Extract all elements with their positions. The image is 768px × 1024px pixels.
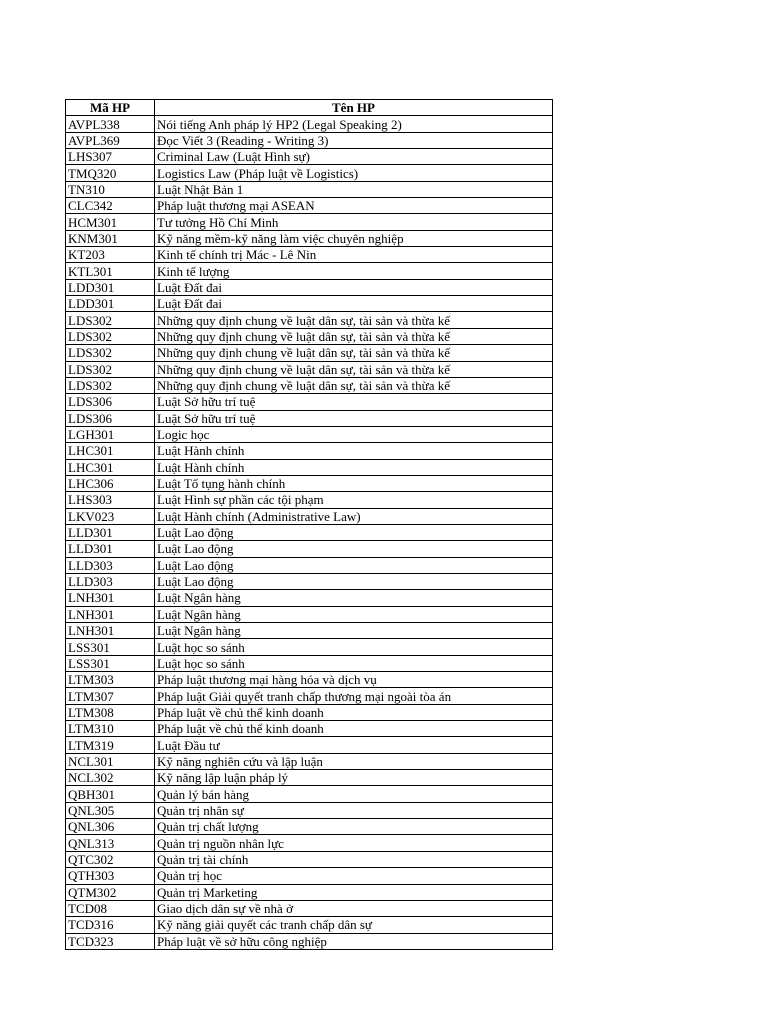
table-row [66,443,553,459]
course-code-cell: HCM301 [66,214,155,230]
course-code-cell: QBH301 [66,786,155,802]
table-row [66,410,553,426]
course-name-cell: Luật Hành chính [155,459,553,475]
table-row [66,214,553,230]
table-row [66,116,553,132]
table-body [66,116,553,950]
table-row [66,557,553,573]
course-name-cell: Logistics Law (Pháp luật về Logistics) [155,165,553,181]
course-code-cell: QTM302 [66,884,155,900]
table-row [66,573,553,589]
table-row [66,721,553,737]
course-name-cell: Tư tưởng Hồ Chí Minh [155,214,553,230]
table-row [66,394,553,410]
header-course-name: Tên HP [155,100,553,116]
course-code-cell: LSS301 [66,655,155,671]
table-row [66,198,553,214]
course-code-cell: QNL313 [66,835,155,851]
course-code-cell: LDD301 [66,296,155,312]
course-name-cell: Logic học [155,426,553,442]
table-row [66,868,553,884]
course-code-cell: LHC301 [66,443,155,459]
course-name-cell: Luật Tố tụng hành chính [155,475,553,491]
course-code-cell: LSS301 [66,639,155,655]
course-code-cell: LLD301 [66,524,155,540]
course-name-cell: Quản trị nguồn nhân lực [155,835,553,851]
course-code-cell: AVPL369 [66,132,155,148]
course-code-cell: LNH301 [66,590,155,606]
course-name-cell: Pháp luật thương mại ASEAN [155,198,553,214]
course-code-cell: LDS306 [66,410,155,426]
table-row [66,524,553,540]
course-name-cell: Luật Đất đai [155,296,553,312]
course-name-cell: Quản trị nhân sự [155,802,553,818]
course-code-cell: AVPL338 [66,116,155,132]
course-code-cell: QTH303 [66,868,155,884]
table-row [66,802,553,818]
course-name-cell: Kinh tế lượng [155,263,553,279]
course-name-cell: Pháp luật Giải quyết tranh chấp thương mại ngoài tòa án [155,688,553,704]
course-name-cell: Những quy định chung về luật dân sự, tài sản và thừa kế [155,377,553,393]
table-row [66,688,553,704]
course-code-cell: LDS302 [66,328,155,344]
course-code-cell: QNL305 [66,802,155,818]
course-code-cell: NCL301 [66,753,155,769]
course-name-cell: Nói tiếng Anh pháp lý HP2 (Legal Speaking 2) [155,116,553,132]
course-code-cell: LLD303 [66,557,155,573]
course-code-cell: LNH301 [66,623,155,639]
course-name-cell: Những quy định chung về luật dân sự, tài sản và thừa kế [155,345,553,361]
course-code-cell: LHS303 [66,492,155,508]
table-row [66,639,553,655]
table-row [66,459,553,475]
course-name-cell: Những quy định chung về luật dân sự, tài sản và thừa kế [155,361,553,377]
course-name-cell: Luật Ngân hàng [155,590,553,606]
table-row [66,345,553,361]
course-name-cell: Luật Nhật Bản 1 [155,181,553,197]
table-row [66,426,553,442]
course-code-cell: LHC306 [66,475,155,491]
table-row [66,835,553,851]
table-row [66,770,553,786]
course-name-cell: Pháp luật thương mại hàng hóa và dịch vụ [155,672,553,688]
course-name-cell: Kinh tế chính trị Mác - Lê Nin [155,247,553,263]
course-name-cell: Luật Ngân hàng [155,623,553,639]
course-code-cell: TCD08 [66,900,155,916]
course-code-cell: NCL302 [66,770,155,786]
course-name-cell: Quản trị chất lượng [155,819,553,835]
table-row [66,851,553,867]
course-code-cell: LTM307 [66,688,155,704]
course-name-cell: Luật Ngân hàng [155,606,553,622]
table-row [66,590,553,606]
course-code-cell: KNM301 [66,230,155,246]
course-code-cell: LDS302 [66,361,155,377]
table-row [66,279,553,295]
course-name-cell: Luật Lao động [155,573,553,589]
table-row [66,737,553,753]
table-row [66,296,553,312]
table-row [66,508,553,524]
course-code-cell: QTC302 [66,851,155,867]
course-code-cell: TCD323 [66,933,155,949]
table-row [66,753,553,769]
course-table-sheet [65,99,553,950]
course-name-cell: Pháp luật về chủ thể kinh doanh [155,721,553,737]
table-row [66,606,553,622]
table-row [66,165,553,181]
course-name-cell: Luật Lao động [155,541,553,557]
course-name-cell: Luật học so sánh [155,655,553,671]
course-code-cell: TN310 [66,181,155,197]
course-name-cell: Luật Đầu tư [155,737,553,753]
course-name-cell: Pháp luật về chủ thể kinh doanh [155,704,553,720]
course-code-cell: LLD301 [66,541,155,557]
course-code-cell: LHS307 [66,149,155,165]
course-code-cell: LDS306 [66,394,155,410]
course-code-cell: KT203 [66,247,155,263]
course-code-cell: LTM310 [66,721,155,737]
table-row [66,247,553,263]
course-name-cell: Pháp luật về sở hữu công nghiệp [155,933,553,949]
course-code-cell: LDD301 [66,279,155,295]
course-name-cell: Luật Sở hữu trí tuệ [155,394,553,410]
table-row [66,704,553,720]
course-name-cell: Luật Lao động [155,557,553,573]
table-row [66,181,553,197]
table-row [66,655,553,671]
course-code-cell: TCD316 [66,917,155,933]
table-row [66,933,553,949]
course-name-cell: Những quy định chung về luật dân sự, tài sản và thừa kế [155,328,553,344]
course-code-cell: LKV023 [66,508,155,524]
table-row [66,917,553,933]
table-row [66,230,553,246]
course-code-cell: CLC342 [66,198,155,214]
course-name-cell: Quản lý bán hàng [155,786,553,802]
course-code-cell: QNL306 [66,819,155,835]
course-name-cell: Luật Hình sự phần các tội phạm [155,492,553,508]
table-row [66,328,553,344]
course-name-cell: Luật Đất đai [155,279,553,295]
course-name-cell: Quản trị tài chính [155,851,553,867]
table-row [66,263,553,279]
table-row [66,672,553,688]
course-name-cell: Kỹ năng mềm-kỹ năng làm việc chuyên nghiệp [155,230,553,246]
course-name-cell: Giao dịch dân sự về nhà ở [155,900,553,916]
table-row [66,623,553,639]
table-row [66,149,553,165]
course-code-cell: LNH301 [66,606,155,622]
table-row [66,541,553,557]
table-row [66,475,553,491]
course-name-cell: Criminal Law (Luật Hình sự) [155,149,553,165]
course-code-cell: LTM308 [66,704,155,720]
course-name-cell: Luật Hành chính [155,443,553,459]
table-row [66,361,553,377]
course-table [65,99,553,950]
course-name-cell: Kỹ năng lập luận pháp lý [155,770,553,786]
course-name-cell: Luật học so sánh [155,639,553,655]
course-name-cell: Quản trị học [155,868,553,884]
table-row [66,819,553,835]
course-name-cell: Quản trị Marketing [155,884,553,900]
table-row [66,786,553,802]
table-row [66,377,553,393]
header-course-code: Mã HP [66,100,155,116]
course-code-cell: LLD303 [66,573,155,589]
course-code-cell: LGH301 [66,426,155,442]
course-code-cell: LDS302 [66,377,155,393]
course-code-cell: TMQ320 [66,165,155,181]
course-name-cell: Luật Hành chính (Administrative Law) [155,508,553,524]
course-name-cell: Luật Sở hữu trí tuệ [155,410,553,426]
table-row [66,492,553,508]
table-row [66,884,553,900]
course-code-cell: LHC301 [66,459,155,475]
course-code-cell: LDS302 [66,345,155,361]
course-name-cell: Những quy định chung về luật dân sự, tài sản và thừa kế [155,312,553,328]
course-name-cell: Đọc Viết 3 (Reading - Writing 3) [155,132,553,148]
course-code-cell: LTM319 [66,737,155,753]
course-code-cell: LTM303 [66,672,155,688]
header-row [66,100,553,116]
course-code-cell: KTL301 [66,263,155,279]
course-name-cell: Kỹ năng giải quyết các tranh chấp dân sự [155,917,553,933]
table-row [66,132,553,148]
course-name-cell: Luật Lao động [155,524,553,540]
table-row [66,900,553,916]
table-row [66,312,553,328]
course-code-cell: LDS302 [66,312,155,328]
course-name-cell: Kỹ năng nghiên cứu và lập luận [155,753,553,769]
